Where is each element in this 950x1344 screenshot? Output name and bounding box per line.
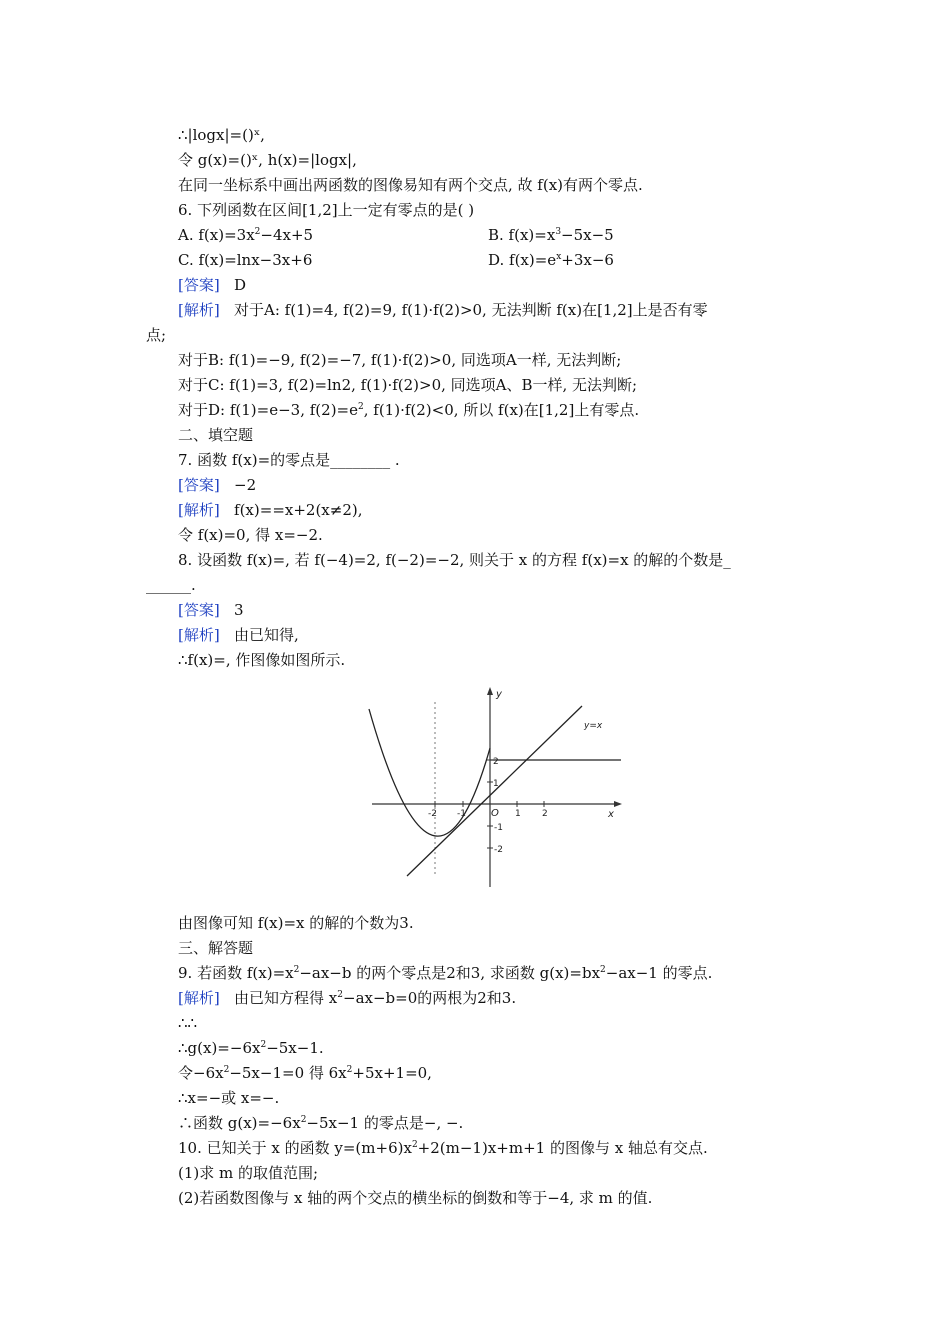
function-graph-figure — [364, 684, 628, 890]
answer-tag: [答案] — [178, 476, 220, 494]
q7-solution-2: 令 f(x)=0, 得 x=−2. — [178, 526, 323, 544]
y-axis-label: y — [496, 689, 502, 700]
x-axis-label: x — [608, 809, 614, 820]
q9-step-4: 令$-6x^2-5x-1=0$ 得 $6x^2+5x+1=0$, — [178, 1064, 432, 1082]
q6-solution-a-cont: 点; — [146, 326, 167, 344]
line-conclusion-two-zeros: 在同一坐标系中画出两函数的图像易知有两个交点, 故 f(x)有两个零点. — [178, 176, 643, 194]
y-axis-arrow — [487, 687, 493, 695]
q7-answer: [答案] −2 — [178, 476, 257, 494]
answer-tag: [答案] — [178, 601, 220, 619]
q6-solution-d: 对于D: f(1)=e−3, $f(2)=e^2$, f(1)·f(2)<0, 所以 f(x)在[1,2]上有零点. — [178, 401, 640, 419]
q9-step-5: ∴x=−或 x=−. — [178, 1089, 280, 1107]
q6-option-d: D. $f(x)=e^x+3x-6$ — [488, 251, 614, 269]
q6-option-a: A. $f(x)=3x^2-4x+5$ — [178, 226, 314, 244]
q8-answer: [答案] 3 — [178, 601, 244, 619]
q9-solution: [解析] 由已知方程得 $x^2-ax-b=0$的两根为2和3. — [178, 989, 517, 1007]
q10-part-2: (2)若函数图像与 x 轴的两个交点的横坐标的倒数和等于−4, 求 m 的值. — [178, 1189, 653, 1207]
q6-solution-c: 对于C: f(1)=3, f(2)=ln2, f(1)·f(2)>0, 同选项A、B一样, 无法判断; — [178, 376, 638, 394]
line-label-y-equals-x: y=x — [584, 721, 603, 731]
x-tick-label: -1 — [457, 809, 466, 819]
question-6-stem: 6. 下列函数在区间[1,2]上一定有零点的是( ) — [178, 201, 475, 219]
y-tick-label: -1 — [494, 823, 503, 833]
q9-step-6: ∴函数 $g(x)=-6x^2-5x-1$ 的零点是−, −. — [178, 1114, 464, 1132]
solution-tag: [解析] — [178, 989, 220, 1007]
y-tick-label: 2 — [493, 757, 499, 767]
q8-solution-2: ∴f(x)=, 作图像如图所示. — [178, 651, 346, 669]
q7-solution: [解析] f(x)==x+2(x≠2), — [178, 501, 363, 519]
q10-part-1: (1)求 m 的取值范围; — [178, 1164, 319, 1182]
line-define-gh: 令 g(x)=()ˣ, h(x)=|logx|, — [178, 151, 357, 169]
section-fill-in: 二、填空题 — [178, 426, 254, 444]
q6-option-b: B. $f(x)=x^3-5x-5$ — [488, 226, 614, 244]
q8-solution: [解析] 由已知得, — [178, 626, 299, 644]
q8-conclusion: 由图像可知 f(x)=x 的解的个数为3. — [178, 914, 414, 932]
answer-tag: [答案] — [178, 276, 220, 294]
x-tick-label: 1 — [515, 809, 521, 819]
question-8-stem: 8. 设函数 f(x)=, 若 f(−4)=2, f(−2)=−2, 则关于 x 的方程 f(x)=x 的解的个数是_ — [178, 551, 731, 569]
origin-label: O — [491, 808, 499, 819]
y-tick-label: 1 — [493, 779, 499, 789]
q9-step-3: $\therefore g(x)=-6x^2-5x-1$. — [178, 1039, 324, 1057]
question-10-stem: 10. 已知关于 x 的函数 $y=(m+6)x^2+2(m-1)x+m+1$ 的图像与 x 轴总有交点. — [178, 1139, 708, 1157]
q6-answer: [答案] D — [178, 276, 247, 294]
y-tick-label: -2 — [494, 845, 503, 855]
question-9-stem: 9. 若函数 $f(x)=x^2-ax-b$ 的两个零点是2和3, 求函数 $g(x)=bx^2-ax-1$ 的零点. — [178, 964, 713, 982]
section-problems: 三、解答题 — [178, 939, 254, 957]
line-abs-log: ∴|logx|=()ˣ, — [178, 126, 265, 144]
solution-tag: [解析] — [178, 626, 220, 644]
x-axis-arrow — [614, 801, 622, 807]
q9-step-2: ∴∴ — [178, 1014, 198, 1032]
question-7-stem: 7. 函数 f(x)=的零点是________ . — [178, 451, 400, 469]
x-tick-label: 2 — [542, 809, 548, 819]
solution-tag: [解析] — [178, 301, 220, 319]
q6-solution-a: [解析] 对于A: f(1)=4, f(2)=9, f(1)·f(2)>0, 无法判断 f(x)在[1,2]上是否有零 — [178, 301, 708, 319]
question-8-blank: ______. — [146, 576, 196, 594]
solution-tag: [解析] — [178, 501, 220, 519]
q6-option-c: C. f(x)=lnx−3x+6 — [178, 251, 313, 269]
x-tick-label: -2 — [428, 809, 437, 819]
q6-solution-b: 对于B: f(1)=−9, f(2)=−7, f(1)·f(2)>0, 同选项A一样, 无法判断; — [178, 351, 622, 369]
